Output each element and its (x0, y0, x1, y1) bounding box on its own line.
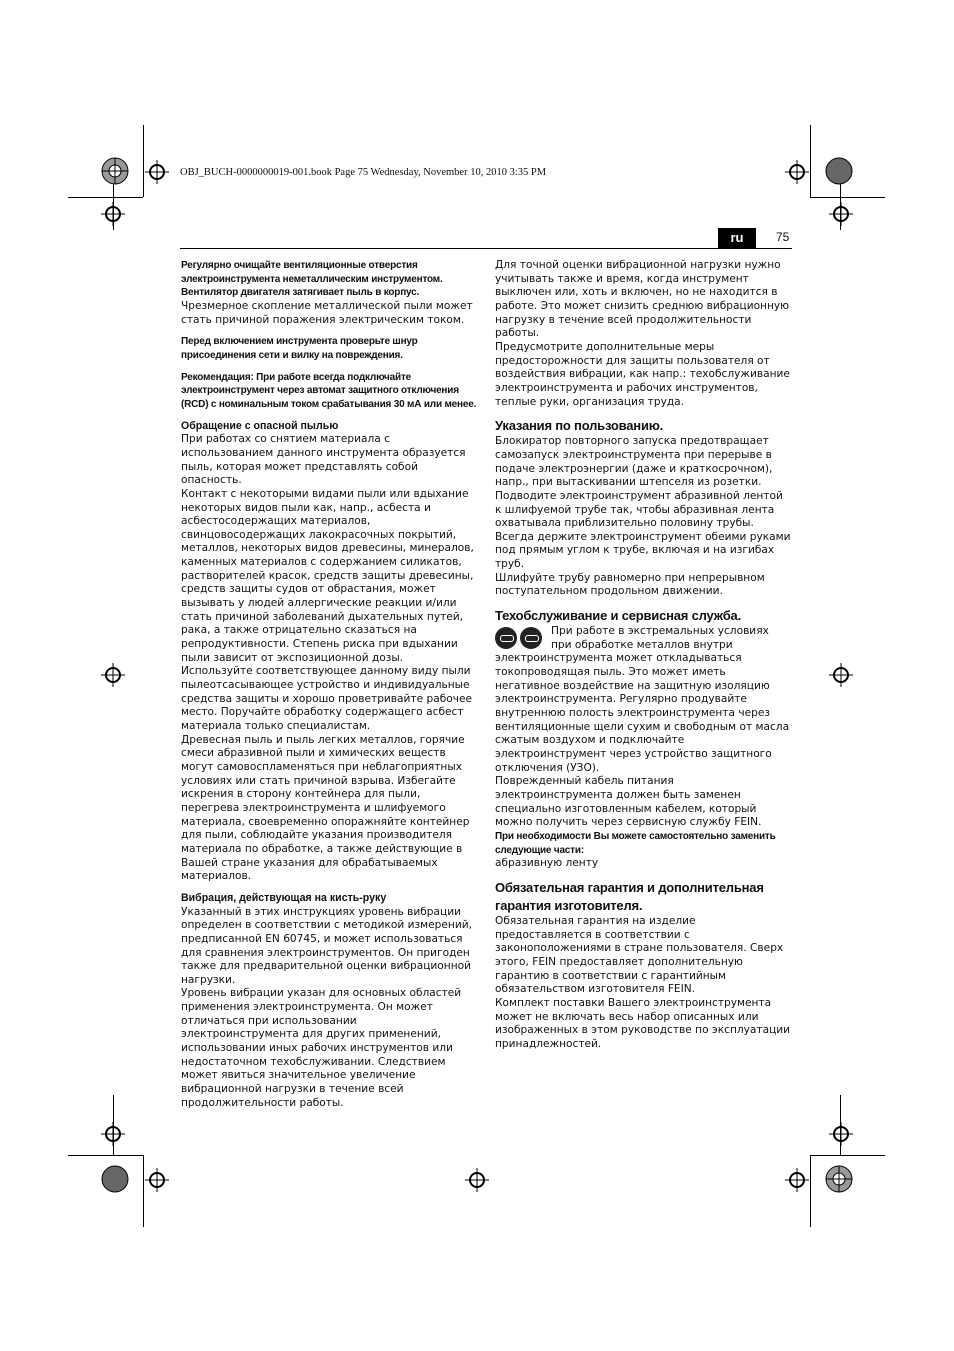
paragraph: абразивную ленту (495, 857, 599, 870)
paragraph: Обязательная гарантия на изделие предоставляется в соответствии с законоположениями в стране пользователя. Сверх этого, FEIN предоставляет дополнительную гарантию в соответствии с гарантийным обязательством изготовителя FEIN. (495, 914, 784, 996)
paragraph: Блокиратор повторного запуска предотвращает самозапуск электроинструмента при перерыве в подаче электроэнергии (даже и краткосрочном), напр., при вытаскивании штепселя из розетки. (495, 435, 773, 489)
color-bar-target-icon (824, 1164, 854, 1194)
paragraph: Всегда держите электроинструмент обеими руками под прямым углом к трубе, включая и на изгибах труб. (495, 530, 791, 571)
warning-cord-check: Перед включением инструмента проверьте шнур присоединения сети и вилку на повреждения. (181, 336, 418, 361)
paragraph: Контакт с некоторыми видами пыли или вдыхание некоторых видов пыли как, напр., асбеста и асбестосодержащих материалов, свинцовосодержащих лакокрасочных покрытий, металлов, некоторых видов древесины, минералов, каменных материалов с содержанием силикатов, растворителей красок, средств защиты древесины, средств защиты судов от обрастания, может вызывать у людей аллергические реакции и/или стать причиной заболеваний дыхательных путей, рака, а также отрицательно сказаться на репродуктивности. Степень риска при вдыхании пыли зависит от экспозиционной дозы. Используйте соответствующее данному виду пыли пылеотсасывающее устройство и индивидуальные средства защиты и хорошо проветривайте рабочее место. Поручайте обработку содержащего асбест материала только специалистам. (181, 487, 474, 732)
heading-usage: Указания по пользованию. (495, 418, 664, 434)
warning-rcd: Рекомендация: При работе всегда подключайте электроинструмент через автомат защитного отключения (RCD) с номинальным током срабатывания 30 мА или менее. (181, 371, 477, 410)
crosshair-icon (829, 663, 853, 687)
eye-protection-icon (495, 627, 517, 649)
paragraph: Древесная пыль и пыль легких металлов, горячие смеси абразивной пыли и химических веществ могут самовоспламеняться при неблагоприятных условиях или стать причиной взрыва. Избегайте искрения в сторону контейнера для пыли, перегрева электроинструмента и шлифуемого материала, своевременно опоражняйте контейнер для пыли, соблюдайте указания производителя материала по обработке, а также действующие в Вашей стране указания для обрабатываемых материалов. (181, 733, 470, 883)
replaceable-parts-note: При необходимости Вы можете самостоятельно заменить следующие части: (495, 830, 776, 856)
paragraph: Для точной оценки вибрационной нагрузки нужно учитывать также и время, когда инструмент выключен или, хоть и включен, но не находится в работе. Это может снизить среднюю вибрационную нагрузку в течение всей продолжительности работы. (495, 259, 790, 340)
paragraph: Указанный в этих инструкциях уровень вибрации определен в соответствии с методикой измерений, предписанной EN 60745, и может использоваться для сравнения электроинструментов. Он пригоден также для предварительной оценки вибрационной нагрузки. (181, 905, 472, 986)
unplug-icon (520, 627, 542, 649)
heading-service: Техобслуживание и сервисная служба. (495, 608, 741, 624)
crosshair-icon (101, 663, 125, 687)
crosshair-icon (829, 1122, 853, 1146)
paragraph: Комплект поставки Вашего электроинструмента может не включать весь набор описанных или изображенных в этом руководстве по эксплуатации принадлежностей. (495, 996, 791, 1050)
crosshair-icon (785, 1168, 809, 1192)
crosshair-icon (145, 1168, 169, 1192)
crosshair-icon (785, 160, 809, 184)
left-column (181, 259, 477, 1110)
color-bar-target-icon (100, 1164, 130, 1194)
heading-vibration: Вибрация, действующая на кисть-руку (181, 891, 387, 904)
page-number: 75 (776, 230, 790, 244)
print-info: OBJ_BUCH-0000000019-001.book Page 75 Wednesday, November 10, 2010 3:35 PM (180, 167, 547, 178)
color-bar-target-icon (100, 156, 130, 186)
paragraph: Подводите электроинструмент абразивной лентой к шлифуемой трубе так, чтобы абразивная лента охватывала приблизительно половину трубы. (495, 489, 783, 530)
header-rule (180, 248, 792, 249)
heading-hazardous-dust: Обращение с опасной пылью (181, 419, 339, 432)
paragraph: Шлифуйте трубу равномерно при непрерывном поступательном продольном движении. (495, 571, 765, 598)
paragraph: Предусмотрите дополнительные меры предосторожности для защиты пользователя от воздействия вибрации, как напр.: техобслуживание электроинструмента и рабочих инструментов, теплые руки, организация труда. (495, 340, 790, 408)
color-bar-target-icon (824, 156, 854, 186)
paragraph: Уровень вибрации указан для основных областей применения электроинструмента. Он может отличаться при использовании электроинструмента для других применений, использовании иных рабочих инструментов или недостаточном техобслуживании. Следствием может явиться значительное увеличение вибрационной нагрузки в течение всей продолжительности работы. (181, 987, 462, 1109)
paragraph: При работе в экстремальных условиях при обработке металлов внутри электроинструмента может откладываться токопроводящая пыль. Это может иметь негативное воздействие на защитную изоляцию электроинструмента. Регулярно продувайте внутреннюю полость электроинструмента через вентиляционные щели сухим и свободным от масла сжатым воздухом и подключайте электроинструмент через устройство защитного отключения (УЗО). (495, 625, 790, 774)
safety-icons (495, 627, 547, 651)
crosshair-icon (829, 202, 853, 226)
paragraph: Чрезмерное скопление металлической пыли может стать причиной поражения электрическим током. (181, 299, 473, 326)
warning-vent-cleaning: Регулярно очищайте вентиляционные отверстия электроинструмента неметаллическим инструментом. Вентилятор двигателя затягивает пыль в корпус. (181, 260, 443, 299)
heading-warranty: Обязательная гарантия и дополнительная гарантия изготовителя. (495, 879, 764, 913)
crosshair-icon (145, 160, 169, 184)
crosshair-icon (101, 202, 125, 226)
right-column (495, 259, 791, 1051)
paragraph: При работах со снятием материала с использованием данного инструмента образуется пыль, которая может представлять собой опасность. (181, 433, 466, 487)
paragraph: Поврежденный кабель питания электроинструмента должен быть заменен специально изготовленным кабелем, который можно получить через сервисную службу FEIN. (495, 775, 762, 829)
language-badge: ru (718, 228, 756, 248)
crosshair-icon (465, 1168, 489, 1192)
crosshair-icon (101, 1122, 125, 1146)
